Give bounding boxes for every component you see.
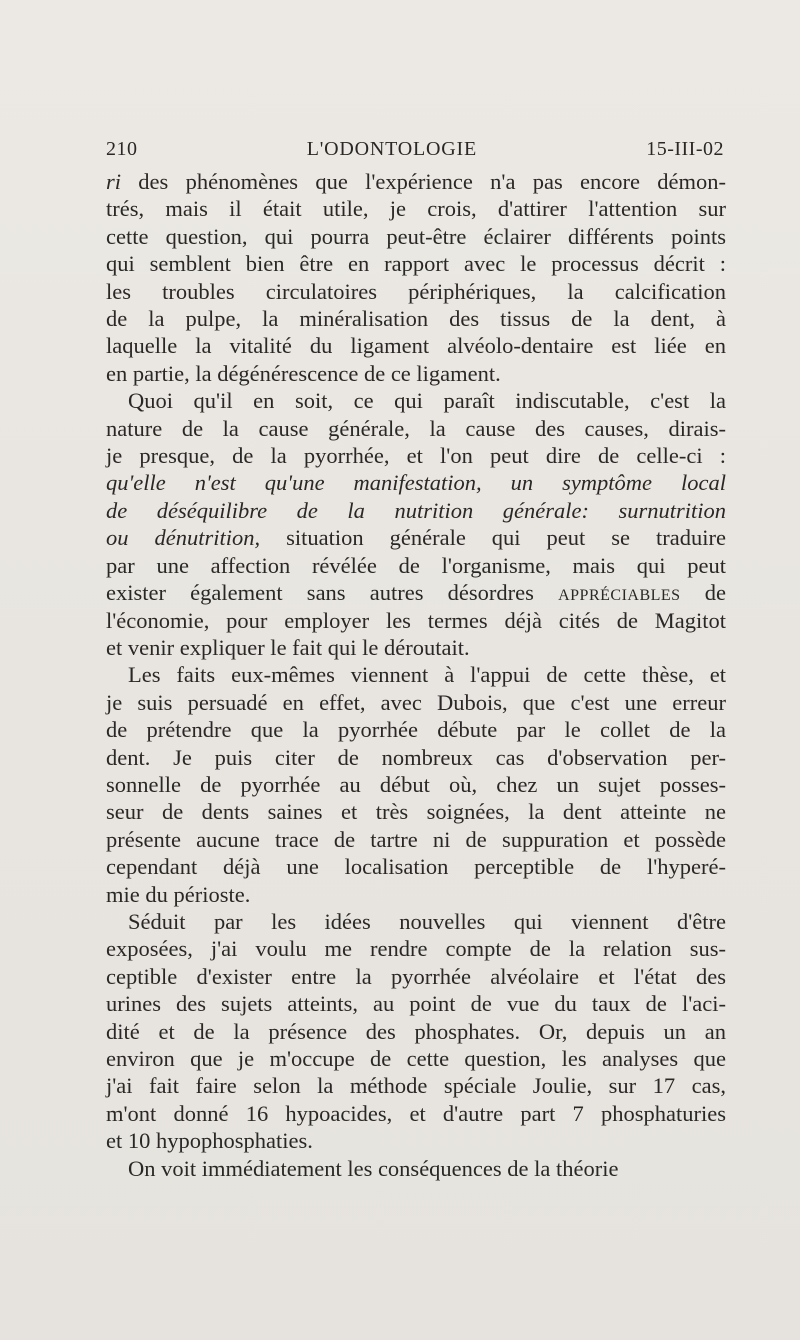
line-text: et 10 hypophosphaties. bbox=[106, 1128, 313, 1154]
text-line bbox=[106, 168, 726, 195]
line-text: dent. Je puis citer de nombreux cas d'observation per- bbox=[106, 744, 726, 770]
line-text: exister également sans autres désordres bbox=[106, 580, 559, 606]
text-line bbox=[106, 360, 726, 387]
paragraph bbox=[106, 168, 726, 387]
line-text: présente aucune trace de tartre ni de suppuration et possède bbox=[106, 826, 726, 852]
paragraph bbox=[106, 908, 726, 1155]
text-line bbox=[106, 689, 726, 716]
running-header bbox=[106, 138, 724, 161]
text-line bbox=[106, 1072, 726, 1099]
line-text: Quoi qu'il en soit, ce qui paraît indiscutable, c'est la bbox=[128, 388, 726, 414]
text-line bbox=[106, 524, 726, 551]
line-text: qui semblent bien être en rapport avec le processus décrit : bbox=[106, 251, 726, 277]
italic-text: qu'elle n'est qu'une manifestation, un symptôme local bbox=[106, 470, 726, 496]
line-text: des phénomènes que l'expérience n'a pas encore démon- bbox=[121, 169, 726, 194]
line-text: je suis persuadé en effet, avec Dubois, que c'est une erreur bbox=[106, 689, 726, 715]
text-line bbox=[106, 1100, 726, 1127]
line-text: urines des sujets atteints, au point de vue du taux de l'aci- bbox=[106, 991, 726, 1017]
line-text: cependant déjà une localisation perceptible de l'hyperé- bbox=[106, 854, 726, 880]
text-line bbox=[106, 469, 726, 496]
line-text: environ que je m'occupe de cette question, les analyses que bbox=[106, 1046, 726, 1071]
text-line bbox=[106, 579, 726, 606]
line-text: je presque, de la pyorrhée, et l'on peut dire de celle-ci : bbox=[106, 443, 726, 469]
line-text: laquelle la vitalité du ligament alvéolo-dentaire est liée en bbox=[106, 333, 726, 359]
line-text: et venir expliquer le fait qui le déroutait. bbox=[106, 634, 470, 660]
line-text: cette question, qui pourra peut-être éclairer différents points bbox=[106, 223, 726, 249]
text-line bbox=[106, 716, 726, 743]
line-text: seur de dents saines et très soignées, la dent atteinte ne bbox=[106, 799, 726, 825]
line-text: On voit immédiatement les conséquences de la théorie bbox=[128, 1155, 619, 1181]
text-line bbox=[106, 442, 726, 469]
line-text: exposées, j'ai voulu me rendre compte de la relation sus- bbox=[106, 936, 726, 962]
italic-text: ou dénutrition, bbox=[106, 525, 261, 551]
line-text: l'économie, pour employer les termes déjà cités de Magitot bbox=[106, 607, 726, 633]
line-text: de prétendre que la pyorrhée débute par le collet de la bbox=[106, 717, 726, 743]
paragraph bbox=[106, 661, 726, 908]
line-text: Séduit par les idées nouvelles qui viennent d'être bbox=[128, 908, 726, 934]
text-line bbox=[106, 415, 726, 442]
page-number: 210 bbox=[106, 138, 138, 160]
line-text: j'ai fait faire selon la méthode spéciale Joulie, sur 17 cas, bbox=[106, 1073, 726, 1099]
text-line bbox=[106, 332, 726, 359]
text-line bbox=[106, 744, 726, 771]
running-title: L'ODONTOLOGIE bbox=[306, 138, 477, 160]
text-line bbox=[106, 278, 726, 305]
text-line bbox=[106, 195, 726, 222]
text-line bbox=[106, 881, 726, 908]
text-line bbox=[106, 305, 726, 332]
text-line bbox=[106, 853, 726, 880]
text-line bbox=[106, 1018, 726, 1045]
line-text: situation générale qui peut se traduire bbox=[260, 525, 726, 551]
text-line bbox=[106, 908, 726, 935]
paragraph bbox=[106, 1155, 726, 1182]
body-text bbox=[106, 168, 726, 1182]
line-text-tail: de bbox=[680, 580, 726, 606]
text-line bbox=[106, 497, 726, 524]
text-line bbox=[106, 990, 726, 1017]
text-line bbox=[106, 1155, 726, 1182]
text-line bbox=[106, 963, 726, 990]
text-line bbox=[106, 771, 726, 798]
text-line bbox=[106, 552, 726, 579]
italic-text: ri bbox=[106, 169, 122, 194]
text-line bbox=[106, 661, 726, 688]
line-text: m'ont donné 16 hypoacides, et d'autre part 7 phosphaturies bbox=[106, 1100, 726, 1126]
line-text: en partie, la dégénérescence de ce ligament. bbox=[106, 360, 501, 386]
line-text: sonnelle de pyorrhée au début où, chez un sujet posses- bbox=[106, 771, 726, 797]
line-text: par une affection révélée de l'organisme, mais qui peut bbox=[106, 552, 726, 578]
text-line bbox=[106, 1045, 726, 1072]
text-line bbox=[106, 935, 726, 962]
line-text: de la pulpe, la minéralisation des tissus de la dent, à bbox=[106, 306, 726, 332]
text-line bbox=[106, 798, 726, 825]
issue-date: 15-III-02 bbox=[646, 138, 724, 160]
text-line bbox=[106, 1127, 726, 1154]
paragraph bbox=[106, 387, 726, 661]
text-line bbox=[106, 826, 726, 853]
line-text: les troubles circulatoires périphériques, la calcification bbox=[106, 278, 726, 304]
italic-text: de déséquilibre de la nutrition générale: surnutrition bbox=[106, 497, 726, 523]
text-line bbox=[106, 250, 726, 277]
line-text: Les faits eux-mêmes viennent à l'appui de cette thèse, et bbox=[128, 662, 726, 688]
text-line bbox=[106, 607, 726, 634]
text-line bbox=[106, 223, 726, 250]
line-text: dité et de la présence des phosphates. Or, depuis un an bbox=[106, 1018, 726, 1044]
line-text: trés, mais il était utile, je crois, d'attirer l'attention sur bbox=[106, 196, 726, 222]
small-caps-text: appréciables bbox=[558, 580, 681, 606]
text-line bbox=[106, 387, 726, 414]
line-text: nature de la cause générale, la cause des causes, dirais- bbox=[106, 415, 726, 441]
line-text: mie du périoste. bbox=[106, 881, 251, 907]
text-line bbox=[106, 634, 726, 661]
line-text: ceptible d'exister entre la pyorrhée alvéolaire et l'état des bbox=[106, 963, 726, 989]
